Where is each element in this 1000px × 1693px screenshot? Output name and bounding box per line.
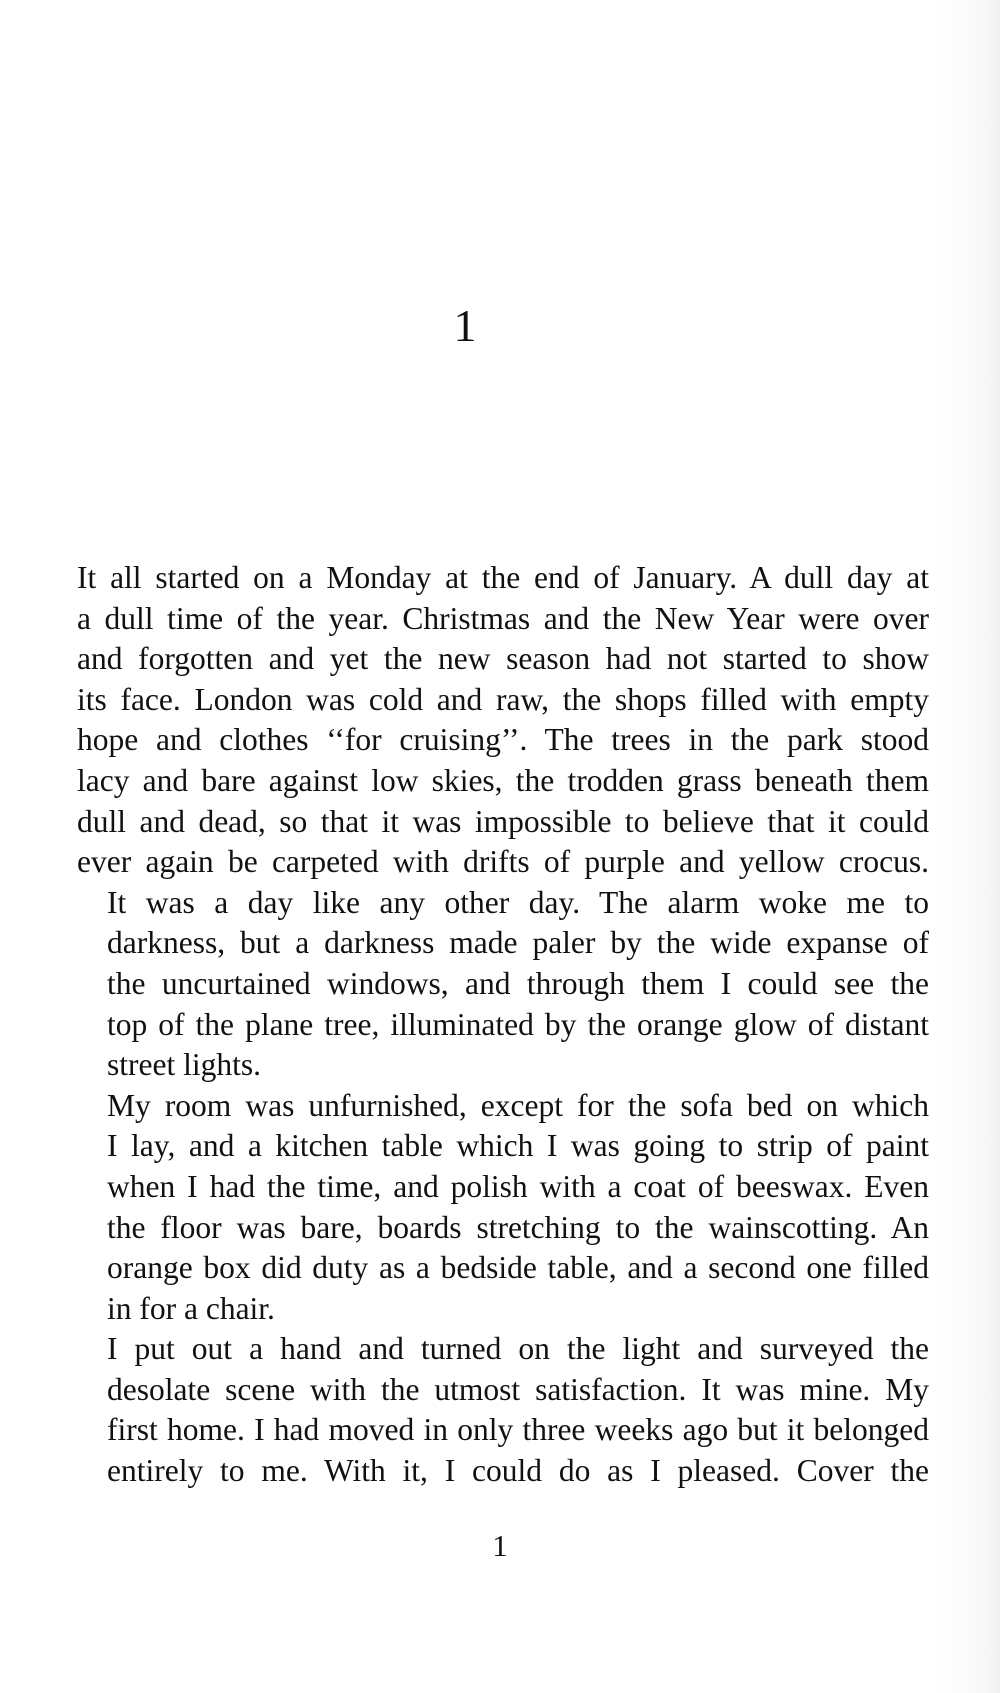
paragraph-4 [77, 1329, 929, 1491]
paragraph-3 [77, 1086, 929, 1330]
text-line: lacy and bare against low skies, the trodden grass beneath them [77, 762, 929, 798]
text-line: its face. London was cold and raw, the shops filled with empty [77, 681, 929, 717]
text-line: top of the plane tree, illuminated by the orange glow of distant [107, 1006, 929, 1042]
text-line: the floor was bare, boards stretching to the wainscotting. An [107, 1209, 929, 1245]
text-line: ever again be carpeted with drifts of purple and yellow crocus. [77, 844, 929, 880]
text-line: darkness, but a darkness made paler by the wide expanse of [107, 925, 929, 961]
text-line: when I had the time, and polish with a coat of beeswax. Even [107, 1168, 929, 1204]
text-line: desolate scene with the utmost satisfaction. It was mine. My [107, 1371, 929, 1407]
chapter-text [77, 558, 929, 1492]
page-number: 1 [492, 1528, 508, 1563]
paragraph-2 [77, 883, 929, 1086]
text-line: the uncurtained windows, and through them I could see the [107, 965, 929, 1001]
text-line: It all started on a Monday at the end of January. A dull day at [77, 560, 929, 595]
text-line: entirely to me. With it, I could do as I pleased. Cover the [107, 1453, 929, 1489]
text-line: It was a day like any other day. The alarm woke me to [107, 884, 929, 920]
text-line: My room was unfurnished, except for the sofa bed on which [107, 1087, 929, 1123]
page-edge-shadow [930, 0, 1000, 1693]
text-line: a dull time of the year. Christmas and the New Year were over [77, 600, 929, 636]
text-line: in for a chair. [107, 1290, 275, 1326]
text-line: hope and clothes ‘‘for cruising’’. The trees in the park stood [77, 722, 929, 758]
text-line: first home. I had moved in only three weeks ago but it belonged [107, 1412, 929, 1448]
text-line: dull and dead, so that it was impossible to believe that it could [77, 803, 929, 839]
chapter-number: 1 [453, 300, 477, 351]
text-line: orange box did duty as a bedside table, and a second one filled [107, 1250, 929, 1286]
text-line: and forgotten and yet the new season had not started to show [77, 641, 929, 677]
text-line: street lights. [107, 1047, 261, 1083]
text-line: I put out a hand and turned on the light and surveyed the [107, 1331, 929, 1367]
paragraph-1 [77, 558, 929, 883]
text-line: I lay, and a kitchen table which I was going to strip of paint [107, 1128, 929, 1164]
